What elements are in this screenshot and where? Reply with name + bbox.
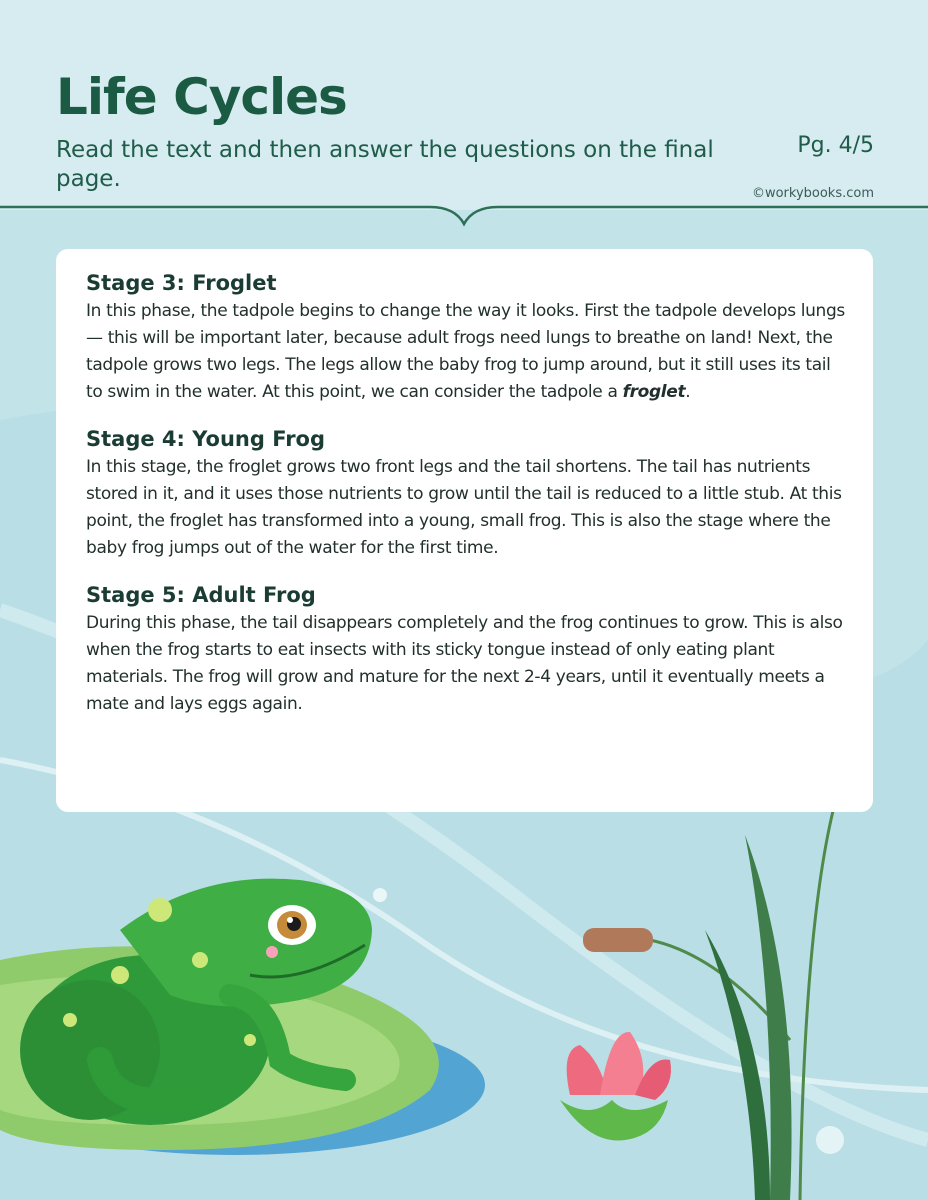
reading-card bbox=[56, 249, 873, 812]
section-body: During this phase, the tail disappears completely and the frog continues to grow. This is also when the frog starts to eat insects with its sticky tongue instead of only eating plant materials. The frog will grow and mature for the next 2-4 years, until it eventually meets a mate and lays eggs again. bbox=[86, 613, 843, 714]
section-heading: Stage 5: Adult Frog bbox=[86, 583, 316, 607]
section-body-end: . bbox=[685, 382, 691, 402]
section-body: In this stage, the froglet grows two front legs and the tail shortens. The tail has nutrients stored in it, and it uses those nutrients to grow until the tail is reduced to a little stub. At this point, the froglet has transformed into a young, small frog. This is also the stage where the baby frog jumps out of the water for the first time. bbox=[86, 457, 842, 558]
bubble bbox=[816, 1126, 844, 1154]
page-header bbox=[0, 0, 928, 210]
bubble bbox=[373, 888, 387, 902]
emphasis-term: froglet bbox=[622, 382, 686, 402]
section-adult-frog bbox=[86, 581, 847, 718]
page-title: Life Cycles bbox=[56, 68, 347, 126]
section-heading: Stage 4: Young Frog bbox=[86, 427, 326, 451]
page-number: Pg. 4/5 bbox=[797, 133, 874, 158]
copyright-text: ©workybooks.com bbox=[751, 186, 874, 201]
section-body bbox=[86, 298, 847, 406]
section-froglet bbox=[86, 269, 847, 406]
page-subtitle: Read the text and then answer the questions on the final page. bbox=[56, 137, 714, 192]
section-young-frog bbox=[86, 425, 847, 562]
section-heading: Stage 3: Froglet bbox=[86, 271, 277, 295]
section-body-text: In this phase, the tadpole begins to change the way it looks. First the tadpole develops lungs — this will be important later, because adult frogs need lungs to breathe on land! Next, the tadpole grows two legs. The legs allow the baby frog to jump around, but it still uses its tail to swim in the water. At this point, we can consider the tadpole a bbox=[86, 301, 845, 402]
